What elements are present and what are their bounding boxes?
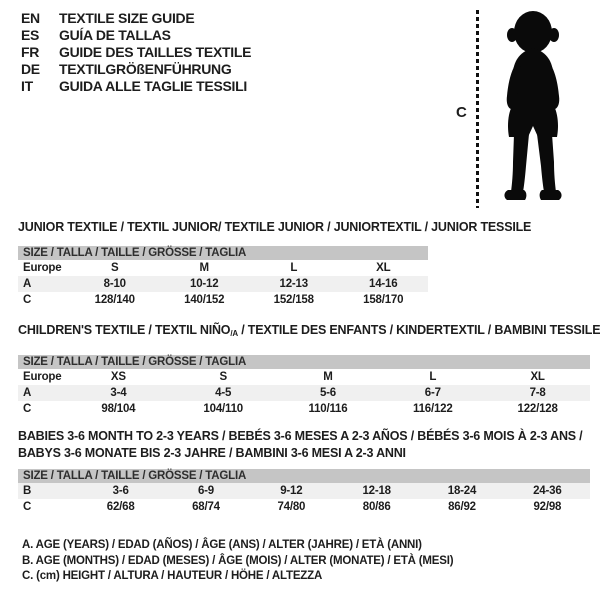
row-label: C (23, 501, 32, 513)
height-cell: 104/110 (203, 403, 243, 415)
language-code: ES (21, 27, 40, 43)
size-header-text: SIZE / TALLA / TAILLE / GRÖSSE / TAGLIA (23, 356, 247, 368)
row-label: A (23, 387, 32, 399)
language-code: EN (21, 10, 40, 26)
age-cell: 9-12 (280, 485, 303, 497)
height-cell: 152/158 (273, 294, 314, 306)
size-header-bar (18, 355, 590, 369)
language-label: GUÍA DE TALLAS (59, 27, 171, 43)
height-cell: 98/104 (101, 403, 136, 415)
row-label: A (23, 278, 32, 290)
table-childrens-textile (18, 322, 600, 417)
table-title (18, 219, 532, 236)
size-header-bar (18, 469, 590, 483)
age-cell: 6-9 (197, 485, 214, 497)
table-title-text: / TEXTILE DES ENFANTS / KINDERTEXTIL / BAMBINI TESSILE (237, 323, 600, 337)
language-row-de (21, 61, 251, 78)
row-label: Europe (23, 262, 62, 274)
size-header-text: SIZE / TALLA / TAILLE / GRÖSSE / TAGLIA (23, 247, 247, 259)
height-cell: 122/128 (517, 403, 558, 415)
key-line-a: A. AGE (YEARS) / EDAD (AÑOS) / ÂGE (ANS) / ALTER (JAHRE) / ETÀ (ANNI) (22, 539, 422, 551)
age-cell: 8-10 (103, 278, 126, 290)
measurement-key (22, 538, 453, 585)
height-measure-dashed-line (476, 10, 479, 208)
table-junior-textile (18, 219, 532, 308)
toddler-silhouette-icon (481, 6, 581, 211)
table-row-europe (18, 369, 590, 385)
language-label: TEXTILGRÖßENFÜHRUNG (59, 61, 232, 77)
language-code: DE (21, 61, 40, 77)
language-code: IT (21, 78, 33, 94)
table-row-age-months (18, 483, 590, 499)
height-cell: 110/116 (308, 403, 348, 415)
age-cell: 12-13 (279, 278, 308, 290)
size-cell: XL (376, 262, 391, 274)
size-cell: S (219, 371, 227, 383)
height-cell: 92/98 (533, 501, 562, 513)
table-title-line1: BABIES 3-6 MONTH TO 2-3 YEARS / BEBÉS 3-6 MESES A 2-3 AÑOS / BÉBÉS 3-6 MOIS À 2-3 ANS / (18, 429, 583, 443)
height-cell: 80/86 (362, 501, 391, 513)
size-cell: S (111, 262, 119, 274)
size-header-bar (18, 246, 428, 260)
age-cell: 18-24 (447, 485, 477, 497)
height-cell: 128/140 (94, 294, 135, 306)
row-label: C (23, 403, 32, 415)
key-line-b: B. AGE (MONTHS) / EDAD (MESES) / ÂGE (MOIS) / ALTER (MONATE) / ETÀ (MESI) (22, 554, 454, 567)
size-cell: M (199, 262, 209, 274)
height-cell: 158/170 (363, 294, 404, 306)
table-title-line2: BABYS 3-6 MONATE BIS 2-3 JAHRE / BAMBINI 3-6 MESI A 2-3 ANNI (18, 446, 406, 460)
age-cell: 6-7 (424, 387, 441, 399)
age-cell: 5-6 (319, 387, 336, 399)
row-label: Europe (23, 371, 62, 383)
age-cell: 14-16 (369, 278, 398, 290)
size-cell: L (429, 371, 437, 383)
height-cell: 140/152 (184, 294, 225, 306)
age-cell: 3-4 (110, 387, 127, 399)
table-title (18, 322, 600, 342)
language-label: GUIDE DES TAILLES TEXTILE (59, 44, 252, 60)
age-cell: 24-36 (533, 485, 562, 497)
age-cell: 12-18 (362, 485, 391, 497)
table-title-text: CHILDREN'S TEXTILE / TEXTIL NIÑO (18, 323, 231, 337)
language-label: TEXTILE SIZE GUIDE (59, 10, 195, 26)
size-cell: XL (530, 371, 545, 383)
language-label: GUIDA ALLE TAGLIE TESSILI (59, 78, 247, 94)
key-line-c: C. (cm) HEIGHT / ALTURA / HAUTEUR / HÖHE / ALTEZZA (22, 570, 323, 582)
size-cell: M (323, 371, 333, 383)
age-cell: 4-5 (215, 387, 232, 399)
language-row-en (21, 10, 251, 27)
language-row-it (21, 78, 251, 95)
table-row-height (18, 292, 428, 308)
table-babies-textile (18, 428, 590, 515)
language-legend (21, 10, 251, 95)
age-cell: 7-8 (529, 387, 546, 399)
table-row-height (18, 499, 590, 515)
language-row-fr (21, 44, 251, 61)
table-title (18, 428, 590, 462)
table-title-text: JUNIOR TEXTILE / TEXTIL JUNIOR/ TEXTILE JUNIOR / JUNIORTEXTIL / JUNIOR TESSILE (18, 220, 532, 234)
size-cell: XS (110, 371, 126, 383)
height-cell: 62/68 (106, 501, 135, 513)
table-row-age (18, 385, 590, 401)
height-measure-label: C (456, 104, 467, 121)
table-row-height (18, 401, 590, 417)
height-cell: 86/92 (448, 501, 476, 513)
table-row-europe (18, 260, 428, 276)
size-header-text: SIZE / TALLA / TAILLE / GRÖSSE / TAGLIA (23, 470, 247, 482)
age-cell: 10-12 (190, 278, 219, 290)
table-title-subscript: /A (230, 329, 238, 338)
row-label: B (23, 485, 32, 497)
table-row-age (18, 276, 428, 292)
language-row-es (21, 27, 251, 44)
height-cell: 116/122 (413, 403, 453, 415)
height-cell: 68/74 (192, 501, 220, 513)
language-code: FR (21, 44, 40, 60)
height-cell: 74/80 (277, 501, 306, 513)
size-cell: L (290, 262, 298, 274)
row-label: C (23, 294, 32, 306)
age-cell: 3-6 (112, 485, 129, 497)
